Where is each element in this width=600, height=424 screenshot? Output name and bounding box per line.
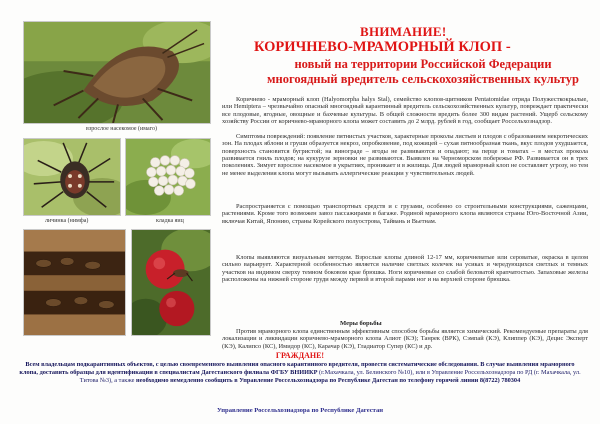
page-title: КОРИЧНЕВО-МРАМОРНЫЙ КЛОП -	[254, 39, 511, 55]
paragraph-intro	[222, 96, 588, 125]
caption-eggs: кладка яиц	[156, 218, 184, 224]
symptoms-text: Симптомы повреждений: появление пятнистых участков, характерные проколы листьев и плодов с образованием некротических зон. На плодах яблони и груши образуется некроз, опробковение, под кожицей – сухая пятнообразная ткань, вкус плодов ухудшается, поверхность становится бугристой; на винограде – ягоды не развиваются и опадают; на перце и томатах – в местах прокола развивается гниль плодов; на кукурузе зерновки не развиваются. Выявлен на Черноморском побережье РФ. Развивается он в трех поколениях. Зимует взрослое насекомое в укрытиях, проникает и в жилища. Для людей мраморный клоп не составляет угрозу, но тем не менее выделения клопа могут вызывать аллергические реакции у чувствительных людей.	[222, 133, 588, 177]
caption-nymph: личинка (нимфа)	[45, 218, 89, 224]
citizens-heading: ГРАЖДАНЕ!	[275, 351, 325, 360]
photo-tomato-damage	[131, 229, 211, 336]
footer-line-3: Управление Россельхознадзора по Республике Дагестан по телефону горячей линии 8(8722) 780304	[239, 377, 521, 384]
caption-adult: взрослое насекомое (имаго)	[86, 126, 157, 132]
signature: Управление Россельхознадзора по Республике Дагестан	[216, 407, 384, 414]
paragraph-measures	[222, 328, 588, 350]
photo-eggs	[125, 138, 211, 216]
nymph-image	[24, 139, 120, 215]
adult-bug-image	[24, 22, 210, 123]
photo-nymph	[23, 138, 121, 216]
footer-line-1: Всем владельцам подкарантинных объектов, с целью своевременного выявления опасного карантинного вредителя, провести систематические обследования. В случае выявления мраморного клопа, доставить образцы для идентификации в специалистам Дагестанского филиала ФГБУ ВНИИКР	[19, 361, 575, 376]
footer-notice	[16, 361, 584, 385]
subtitle-line-2: многоядный вредитель сельскохозяйственных культур	[267, 72, 579, 86]
measures-heading: Меры борьбы	[340, 320, 382, 327]
warning-heading: ВНИМАНИЕ!	[360, 24, 447, 39]
measures-text: Против мраморного клопа единственным эффективным способом борьбы является химический. Рекомендуемые препараты для локализации и ликвидации коричнево-мраморного клопа Алиот (КЭ); Танрек (ВРК), Сэмпай (КЭ), Клиппер (КЭ), Децис Эксперт (КЭ), Калипсо (КС), Имидор (КС), Карачар (КЭ), Гладиатор Супер (КС) и др.	[222, 328, 588, 350]
photo-wood-shelter	[23, 229, 126, 336]
paragraph-symptoms	[222, 133, 588, 177]
footer-line-2-bold: необходимо немедленно сообщить в	[136, 377, 238, 384]
photo-adult-bug	[23, 21, 211, 124]
wood-shelter-image	[24, 230, 125, 335]
subtitle-line-1: новый на территории Российской Федерации	[294, 57, 552, 71]
spread-text: Распространяется с помощью транспортных средств и с грузами, особенно со строительными конструкциями, саженцами, растениями. Кроме того возможен завоз пассажирами в багаже. Родиной мраморного клопа являются страны Юго-Восточной Азии, включая Китай, Японию, страны Корейского полуострова, Тайвань и Вьетнам.	[222, 203, 588, 225]
paragraph-identify	[222, 254, 588, 283]
identify-text: Клопы выявляются визуальным методом. Взрослые клопы длиной 12-17 мм, коричневатые или сероватые, окраска в целом сильно варьирует. Характерной особенностью является наличие светлых колечек на усиках и чередующихся светлых и темных участков на видимом сверху темном боковом крае брюшка. Ноги коричневые со слабой беловатой крапчатостью. Запаховые железы расположены на нижней стороне груди между первой и второй парами ног и на верхней стороне брюшка.	[222, 254, 588, 284]
intro-text: Коричнево - мраморный клоп (Halyomorpha halys Stal), семейство клопов-щитников Pentatomidae отряда Полужесткокрылые, или Hemiptera – чрезвычайно опасный многоядный карантинный вредитель сельскохозяйственных культур, повреждает практически все плодовые, ягодные, овощные и бахчевые культуры. В общей сложности вредить более 300 видам растений. Ущерб сельскому хозяйству России от коричнево-мраморного клопа может составить до 2 млрд. рублей в год, сообщает Россельхознадзор.	[222, 96, 588, 126]
tomato-damage-image	[132, 230, 210, 335]
subtitle	[258, 57, 588, 87]
egg-cluster-image	[126, 139, 210, 215]
footer-line-2: (г.Махачкала, ул. Белинского №10), или в Управление Россельхознадзора по РД (г. Махачкала, ул. Титова №3), а также	[79, 369, 581, 384]
paragraph-spread	[222, 203, 588, 225]
